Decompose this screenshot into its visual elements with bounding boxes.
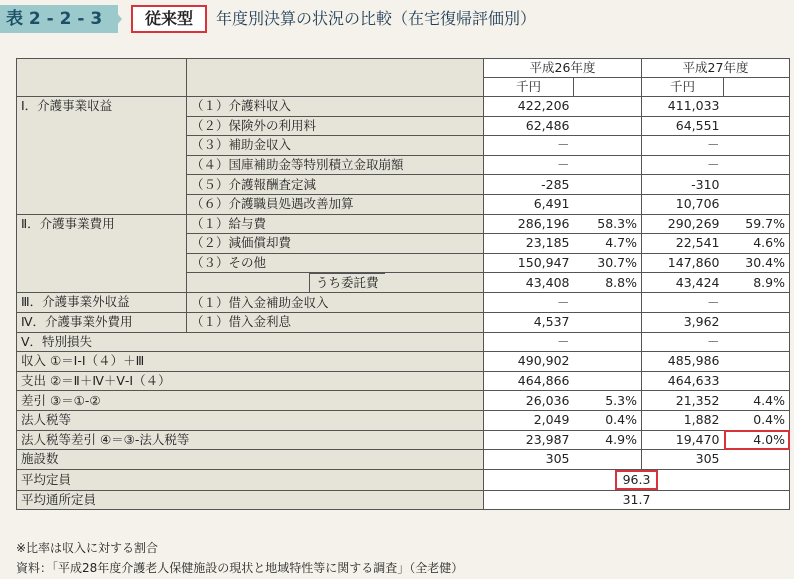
ratio-fy26: 58.3% [574,214,642,234]
row-label: （１）給与費 [187,214,484,234]
ratio-fy26 [574,293,642,313]
ratio-fy26 [574,332,642,352]
ratio-fy27 [724,155,790,175]
value-fy27: － [642,293,724,313]
value-fy27: 411,033 [642,97,724,117]
ratio-fy27: 30.4% [724,253,790,273]
ratio-fy27: 4.4% [724,391,790,411]
source-note: 資料：「平成28年度介護老人保健施設の現状と地域特性等に関する調査」（全老健） [16,561,464,575]
ratio-fy27: 4.6% [724,234,790,254]
table-row [17,97,790,117]
ratio-fy26 [574,371,642,391]
ratio-fy27 [724,312,790,332]
value-fy27: 147,860 [642,253,724,273]
ratio-fy26 [574,352,642,372]
section-label: Ⅲ．介護事業外収益 [17,293,187,313]
ratio-fy26: 0.4% [574,410,642,430]
value-fy27: － [642,155,724,175]
ratio-fy27 [724,371,790,391]
value-fy26: 62,486 [484,116,574,136]
ratio-fy27: 0.4% [724,410,790,430]
value-fy27: 485,986 [642,352,724,372]
value-fy26: 4,537 [484,312,574,332]
ratio-fy26 [574,97,642,117]
ratio-fy26 [574,312,642,332]
value-fy27: 64,551 [642,116,724,136]
avg-capacity-value: 96.3 [615,470,659,490]
row-label: 差引 ③＝①-② [17,391,484,411]
table-row [17,410,790,430]
value-fy27: － [642,136,724,156]
table-row [17,430,790,450]
value-fy27: 464,633 [642,371,724,391]
value-fy26: － [484,136,574,156]
ratio-fy26 [574,175,642,195]
table-row [17,293,790,313]
row-label: （４）国庫補助金等特別積立金取崩額 [187,155,484,175]
row-label: （２）保険外の利用料 [187,116,484,136]
row-label: 平均定員 [17,469,484,490]
row-label: 平均通所定員 [17,490,484,510]
row-label: 法人税等 [17,410,484,430]
value-fy26: 286,196 [484,214,574,234]
ratio-fy26 [574,136,642,156]
ratio-fy26: 4.9% [574,430,642,450]
table-row [17,371,790,391]
row-label: （１）借入金補助金収入 [187,293,484,313]
facility-type-box: 従来型 [131,5,207,33]
ratio-fy26: 30.7% [574,253,642,273]
value-fy27: -310 [642,175,724,195]
ratio-fy27 [724,175,790,195]
value-fy26: － [484,155,574,175]
ratio-fy27 [724,352,790,372]
value-fy27: 43,424 [642,273,724,293]
value-fy26: 490,902 [484,352,574,372]
ratio-fy27 [724,450,790,470]
row-label: （３）その他 [187,253,484,273]
value-fy27: 10,706 [642,194,724,214]
row-label: 支出 ②＝Ⅱ＋Ⅳ＋Ⅴ-Ⅰ（４） [17,371,484,391]
table-row [17,312,790,332]
row-label: （５）介護報酬査定減 [187,175,484,195]
chevron-right-icon [110,5,122,33]
header-row [17,59,790,78]
table-number-tag: 表 2 - 2 - 3 [0,5,118,33]
ratio-fy26: 5.3% [574,391,642,411]
row-label: （６）介護職員処遇改善加算 [187,194,484,214]
value-fy27: 21,352 [642,391,724,411]
section-label: Ⅳ．介護事業外費用 [17,312,187,332]
value-fy27: 305 [642,450,724,470]
row-label: （２）減価償却費 [187,234,484,254]
ratio-fy27: 4.0% [724,430,790,450]
ratio-fy27 [724,116,790,136]
value-fy26: － [484,293,574,313]
ratio-fy26: 4.7% [574,234,642,254]
header [0,0,794,40]
section-label: Ⅴ．特別損失 [17,332,484,352]
value-fy26: -285 [484,175,574,195]
value-fy26: 26,036 [484,391,574,411]
unit-fy26: 千円 [484,78,574,97]
ratio-fy26 [574,116,642,136]
value-fy27: 19,470 [642,430,724,450]
value-fy26: 2,049 [484,410,574,430]
table-row [17,490,790,510]
ratio-fy27: 59.7% [724,214,790,234]
ratio-fy26 [574,450,642,470]
col-fy27: 平成27年度 [642,59,790,78]
value-fy26: 422,206 [484,97,574,117]
row-label: （１）介護料収入 [187,97,484,117]
section-label: Ⅱ．介護事業費用 [17,214,187,293]
row-label: 収入 ①＝Ⅰ-Ⅰ（４）＋Ⅲ [17,352,484,372]
row-label: （１）借入金利息 [187,312,484,332]
value-fy26: － [484,332,574,352]
value-fy26: 23,987 [484,430,574,450]
page-title: 年度別決算の状況の比較（在宅復帰評価別） [216,9,537,28]
value-fy27: 290,269 [642,214,724,234]
table-row [17,332,790,352]
row-label: うち委託費 [309,273,385,292]
value-fy26: 305 [484,450,574,470]
ratio-fy27 [724,293,790,313]
unit-fy27: 千円 [642,78,724,97]
value-fy27: 3,962 [642,312,724,332]
value-fy26: 150,947 [484,253,574,273]
ratio-fy26 [574,194,642,214]
value-fy26: 43,408 [484,273,574,293]
unit-row [17,78,790,97]
ratio-fy27 [724,136,790,156]
table-row [17,469,790,490]
row-label: 法人税等差引 ④＝③-法人税等 [17,430,484,450]
ratio-fy26: 8.8% [574,273,642,293]
value-fy26: 6,491 [484,194,574,214]
sub-label-cell [187,273,484,293]
ratio-fy27 [724,97,790,117]
table-row [17,450,790,470]
value-fy26: 464,866 [484,371,574,391]
ratio-fy27 [724,194,790,214]
value-fy27: 22,541 [642,234,724,254]
avg-day-capacity-value: 31.7 [484,490,790,510]
col-fy26: 平成26年度 [484,59,642,78]
row-label: （３）補助金収入 [187,136,484,156]
table-row [17,391,790,411]
financial-table [16,58,790,510]
value-fy27: 1,882 [642,410,724,430]
ratio-fy27: 8.9% [724,273,790,293]
ratio-note: ※比率は収入に対する割合 [16,541,159,555]
ratio-fy27 [724,332,790,352]
table-row [17,214,790,234]
row-label: 施設数 [17,450,484,470]
table-row [17,352,790,372]
value-fy26: 23,185 [484,234,574,254]
value-fy27: － [642,332,724,352]
section-label: Ⅰ．介護事業収益 [17,97,187,215]
ratio-fy26 [574,155,642,175]
